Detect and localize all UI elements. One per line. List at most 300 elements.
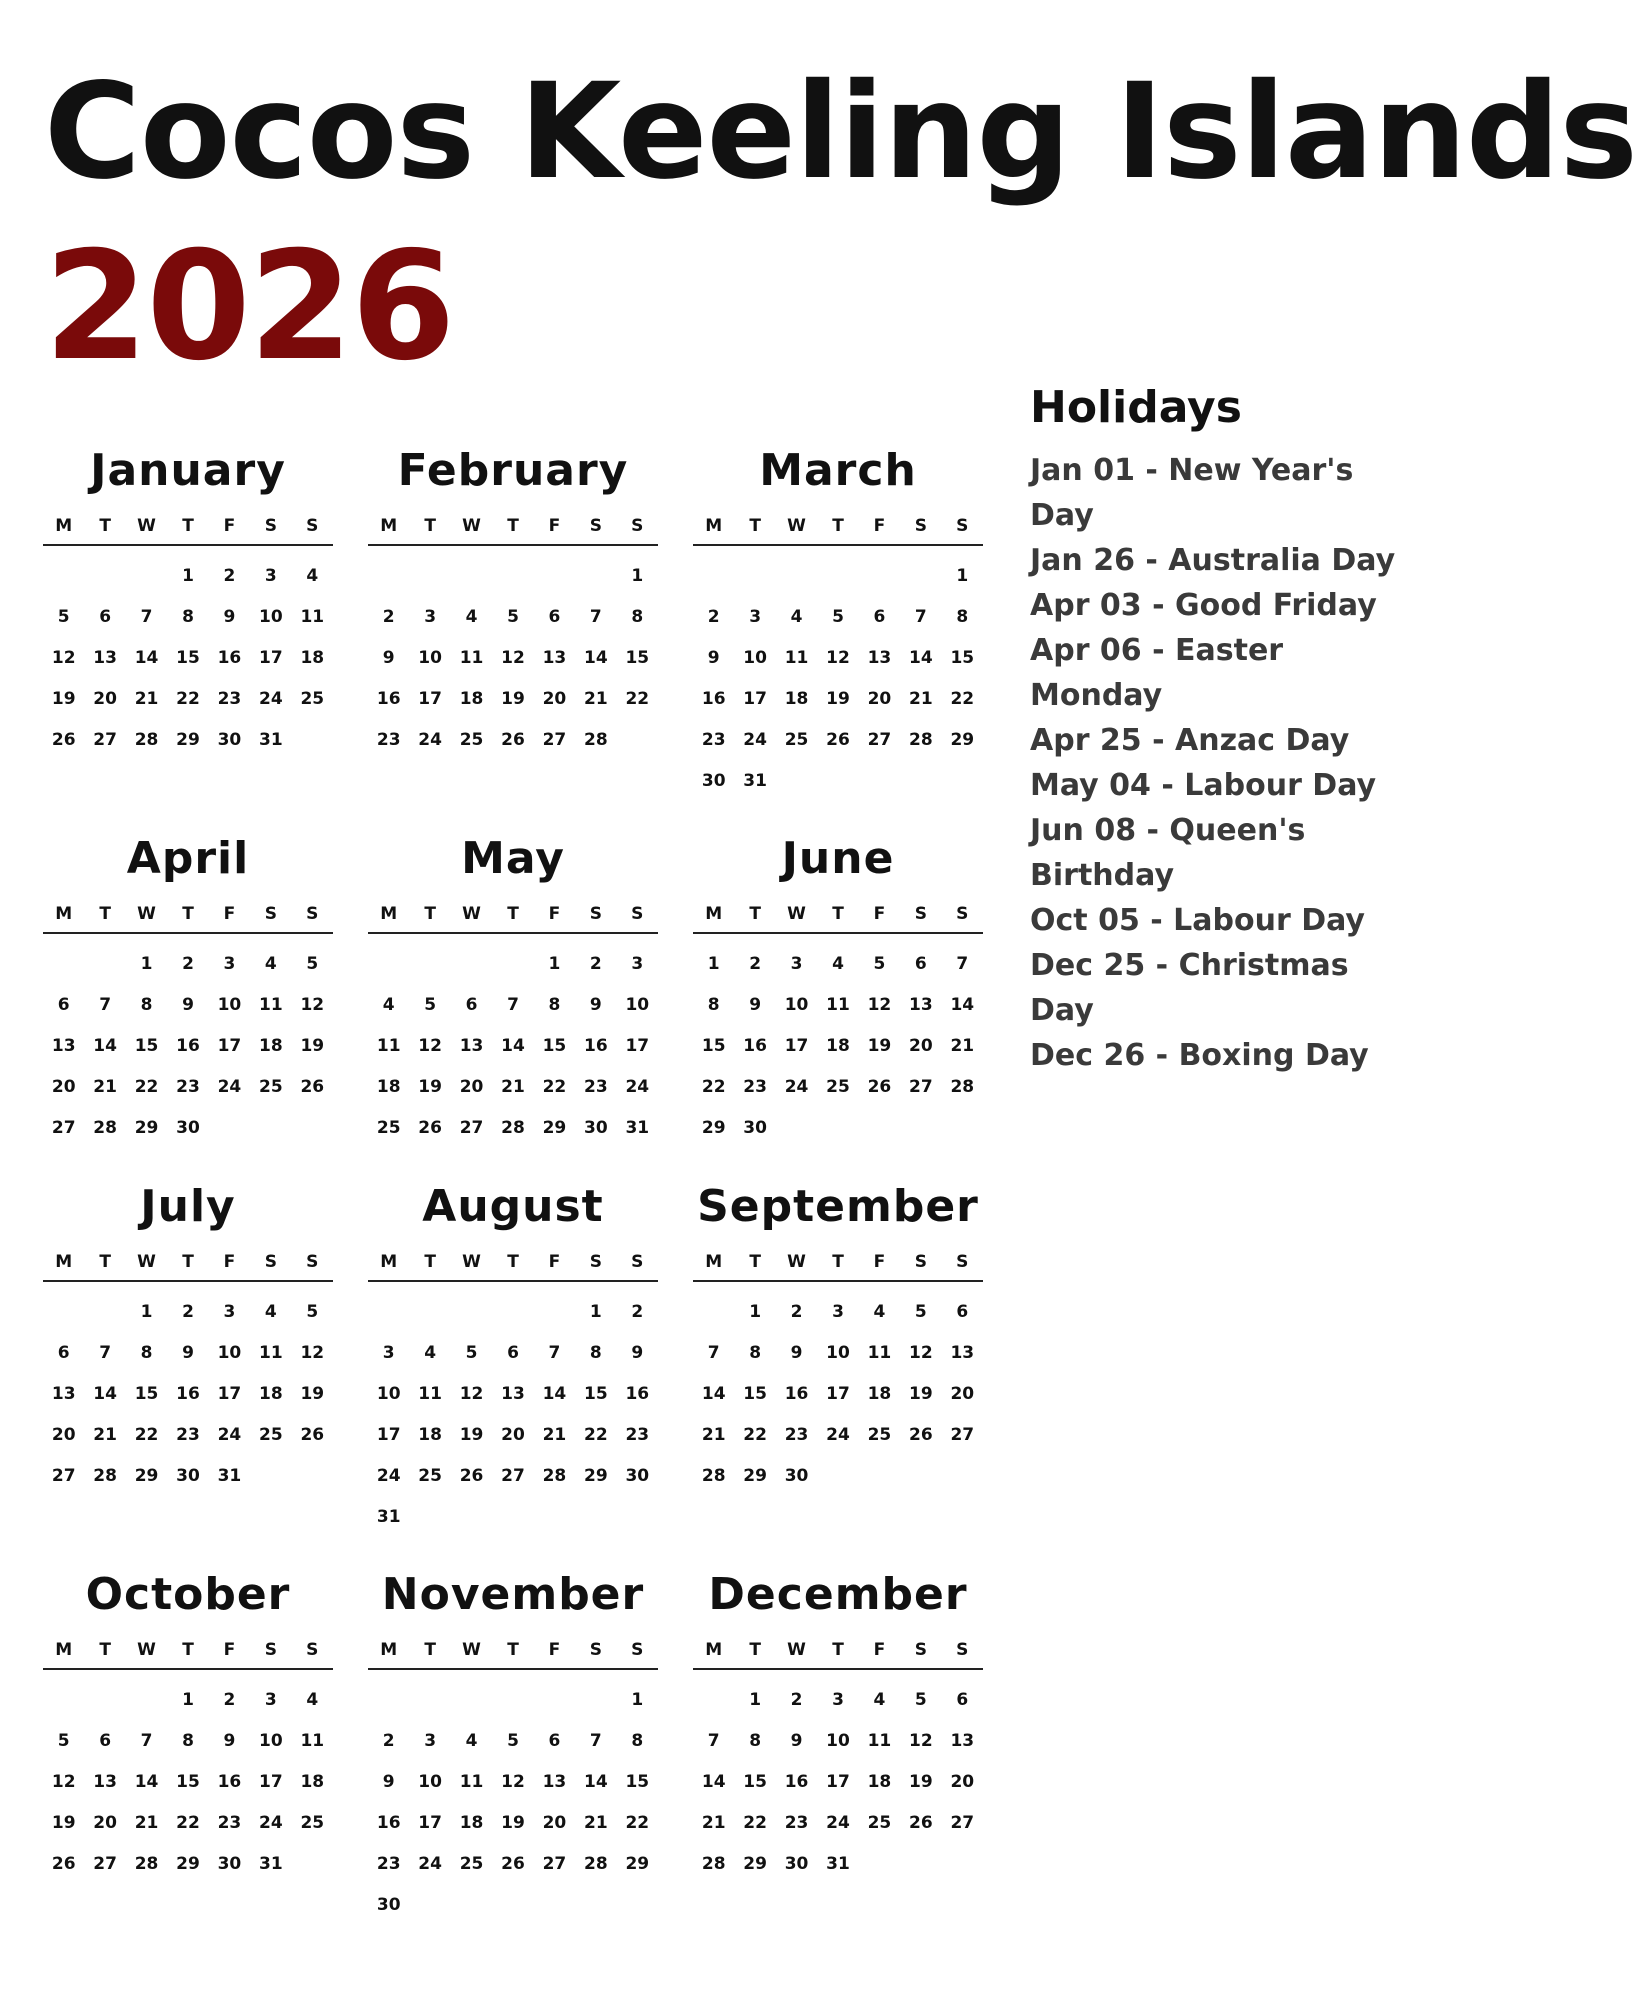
- day-cell: 29: [176, 1854, 200, 1874]
- day-cell: 16: [176, 1384, 200, 1404]
- day-cell: 12: [51, 1772, 76, 1792]
- day-cell: 30: [176, 1466, 200, 1486]
- day-cell: 19: [418, 1077, 442, 1097]
- day-cell: 28: [134, 730, 159, 750]
- weekday-label: W: [462, 1640, 481, 1660]
- day-cell: 19: [909, 1772, 933, 1792]
- day-cell: 3: [832, 1690, 844, 1710]
- day-cell: 28: [950, 1077, 975, 1097]
- holiday-item: Oct 05 - Labour Day: [1030, 903, 1365, 938]
- day-cell: 1: [956, 566, 969, 586]
- day-cell: 23: [376, 730, 401, 750]
- day-cell: 13: [51, 1384, 76, 1404]
- month-september: [693, 1176, 983, 1497]
- day-cell: 22: [542, 1077, 567, 1097]
- day-cell: 24: [217, 1077, 242, 1097]
- day-cell: 8: [548, 995, 561, 1015]
- day-grid: [693, 556, 983, 802]
- day-cell: 15: [584, 1384, 608, 1404]
- day-cell: 11: [300, 607, 325, 627]
- empty-day-cell: [43, 1292, 84, 1333]
- day-cell: 7: [589, 1731, 602, 1751]
- day-cell: 1: [182, 566, 194, 586]
- weekday-header: [43, 1640, 333, 1670]
- day-cell: 22: [134, 1425, 159, 1445]
- day-cell: 8: [140, 1343, 153, 1363]
- day-cell: 8: [140, 995, 153, 1015]
- day-cell: 30: [701, 771, 726, 791]
- day-cell: 14: [134, 648, 159, 668]
- weekday-label: S: [914, 1252, 927, 1272]
- weekday-label: S: [631, 1252, 644, 1272]
- empty-day-cell: [776, 556, 817, 597]
- day-cell: 12: [867, 995, 892, 1015]
- day-cell: 19: [501, 689, 525, 709]
- day-cell: 3: [790, 954, 803, 974]
- day-cell: 9: [223, 1731, 236, 1751]
- day-cell: 27: [93, 1854, 117, 1874]
- weekday-label: S: [589, 516, 602, 536]
- day-cell: 29: [176, 730, 200, 750]
- day-cell: 18: [300, 1772, 325, 1792]
- day-cell: 29: [625, 1854, 650, 1874]
- day-cell: 1: [631, 566, 644, 586]
- weekday-label: T: [832, 1640, 844, 1660]
- day-cell: 15: [701, 1036, 726, 1056]
- day-cell: 20: [93, 1813, 117, 1833]
- holiday-item: May 04 - Labour Day: [1030, 768, 1377, 803]
- weekday-label: F: [223, 516, 236, 536]
- day-cell: 28: [134, 1854, 159, 1874]
- empty-day-cell: [126, 1680, 167, 1721]
- day-cell: 23: [701, 730, 726, 750]
- day-cell: 24: [418, 1854, 442, 1874]
- weekday-label: T: [99, 516, 111, 536]
- day-cell: 26: [418, 1118, 442, 1138]
- day-cell: 3: [264, 566, 277, 586]
- day-cell: 23: [784, 1425, 809, 1445]
- page-title: Cocos Keeling Islands: [44, 55, 1637, 209]
- day-cell: 16: [376, 1813, 401, 1833]
- day-cell: 5: [873, 954, 886, 974]
- day-cell: 15: [134, 1384, 159, 1404]
- day-cell: 24: [784, 1077, 809, 1097]
- day-cell: 1: [182, 1690, 194, 1710]
- day-cell: 9: [182, 995, 194, 1015]
- day-cell: 16: [743, 1036, 767, 1056]
- weekday-label: S: [631, 1640, 644, 1660]
- day-cell: 21: [501, 1077, 525, 1097]
- empty-day-cell: [817, 556, 858, 597]
- day-cell: 22: [950, 689, 975, 709]
- day-cell: 15: [625, 648, 650, 668]
- day-cell: 6: [548, 1731, 561, 1751]
- day-cell: 14: [584, 648, 608, 668]
- weekday-label: S: [589, 1640, 602, 1660]
- day-cell: 10: [743, 648, 767, 668]
- day-cell: 2: [182, 954, 194, 974]
- day-cell: 16: [176, 1036, 200, 1056]
- day-cell: 21: [950, 1036, 975, 1056]
- day-cell: 9: [790, 1731, 803, 1751]
- day-cell: 7: [140, 607, 153, 627]
- day-cell: 9: [182, 1343, 194, 1363]
- day-cell: 5: [832, 607, 844, 627]
- day-cell: 29: [950, 730, 975, 750]
- weekday-header: [368, 1252, 658, 1282]
- weekday-label: T: [182, 904, 194, 924]
- weekday-label: T: [507, 1252, 519, 1272]
- holiday-item: Jan 01 - New Year's Day: [1030, 453, 1354, 533]
- day-cell: 28: [701, 1466, 726, 1486]
- day-cell: 18: [418, 1425, 442, 1445]
- day-cell: 27: [51, 1466, 76, 1486]
- day-cell: 30: [625, 1466, 650, 1486]
- day-cell: 17: [259, 648, 283, 668]
- day-cell: 6: [914, 954, 927, 974]
- day-cell: 1: [548, 954, 561, 974]
- day-cell: 5: [57, 607, 70, 627]
- day-cell: 22: [625, 689, 650, 709]
- weekday-label: W: [787, 904, 806, 924]
- day-cell: 4: [382, 995, 395, 1015]
- day-cell: 7: [99, 1343, 112, 1363]
- weekday-label: W: [137, 1252, 156, 1272]
- day-cell: 17: [826, 1384, 850, 1404]
- weekday-label: W: [462, 1252, 481, 1272]
- day-cell: 1: [631, 1690, 644, 1710]
- day-cell: 26: [826, 730, 850, 750]
- empty-day-cell: [693, 556, 734, 597]
- month-name: July: [140, 1181, 236, 1232]
- day-cell: 3: [424, 1731, 437, 1751]
- day-cell: 19: [826, 689, 850, 709]
- day-cell: 7: [956, 954, 969, 974]
- day-cell: 14: [93, 1384, 117, 1404]
- weekday-label: W: [787, 516, 806, 536]
- day-cell: 21: [584, 1813, 608, 1833]
- day-cell: 6: [956, 1302, 969, 1322]
- weekday-label: T: [99, 904, 111, 924]
- day-cell: 18: [784, 689, 809, 709]
- weekday-label: M: [705, 904, 723, 924]
- day-cell: 13: [542, 1772, 567, 1792]
- holiday-item: Apr 06 - Easter Monday: [1030, 633, 1284, 713]
- day-cell: 17: [743, 689, 767, 709]
- day-cell: 26: [501, 1854, 525, 1874]
- day-cell: 31: [826, 1854, 850, 1874]
- empty-day-cell: [409, 1680, 450, 1721]
- day-cell: 23: [784, 1813, 809, 1833]
- day-cell: 9: [589, 995, 602, 1015]
- day-cell: 18: [826, 1036, 850, 1056]
- day-grid: [43, 1680, 333, 1885]
- day-cell: 2: [382, 1731, 395, 1751]
- day-cell: 14: [501, 1036, 525, 1056]
- day-cell: 13: [542, 648, 567, 668]
- holiday-item: Dec 25 - Christmas Day: [1030, 948, 1349, 1028]
- day-cell: 6: [465, 995, 478, 1015]
- weekday-label: T: [424, 904, 436, 924]
- day-cell: 15: [950, 648, 975, 668]
- day-cell: 23: [743, 1077, 767, 1097]
- day-cell: 20: [501, 1425, 525, 1445]
- day-cell: 10: [826, 1731, 850, 1751]
- day-cell: 16: [784, 1772, 809, 1792]
- day-cell: 8: [182, 607, 194, 627]
- day-cell: 4: [873, 1690, 886, 1710]
- day-cell: 5: [57, 1731, 70, 1751]
- weekday-label: S: [914, 904, 927, 924]
- weekday-label: M: [55, 1640, 73, 1660]
- weekday-label: M: [380, 904, 398, 924]
- weekday-label: S: [306, 1252, 319, 1272]
- month-july: [43, 1176, 333, 1497]
- day-cell: 21: [542, 1425, 567, 1445]
- day-cell: 2: [382, 607, 395, 627]
- day-cell: 26: [867, 1077, 892, 1097]
- day-cell: 23: [217, 1813, 242, 1833]
- day-cell: 10: [784, 995, 809, 1015]
- day-cell: 17: [625, 1036, 650, 1056]
- day-cell: 10: [259, 607, 283, 627]
- day-cell: 20: [459, 1077, 484, 1097]
- day-cell: 4: [873, 1302, 886, 1322]
- day-cell: 8: [707, 995, 720, 1015]
- empty-day-cell: [492, 556, 533, 597]
- day-cell: 10: [259, 1731, 283, 1751]
- day-cell: 16: [701, 689, 726, 709]
- day-cell: 20: [542, 689, 567, 709]
- day-cell: 2: [589, 954, 602, 974]
- day-cell: 23: [176, 1425, 200, 1445]
- day-cell: 25: [376, 1118, 401, 1138]
- day-cell: 17: [259, 1772, 283, 1792]
- weekday-label: F: [873, 516, 886, 536]
- day-cell: 6: [548, 607, 561, 627]
- weekday-label: S: [306, 904, 319, 924]
- day-cell: 10: [217, 1343, 242, 1363]
- day-cell: 24: [217, 1425, 242, 1445]
- day-cell: 19: [867, 1036, 892, 1056]
- day-cell: 17: [418, 1813, 442, 1833]
- day-cell: 11: [418, 1384, 442, 1404]
- day-cell: 5: [507, 1731, 519, 1751]
- empty-day-cell: [451, 1680, 492, 1721]
- month-june: [693, 828, 983, 1149]
- day-cell: 25: [300, 689, 325, 709]
- day-cell: 12: [909, 1731, 933, 1751]
- weekday-label: W: [787, 1640, 806, 1660]
- weekday-label: W: [787, 1252, 806, 1272]
- day-grid: [43, 556, 333, 761]
- day-cell: 15: [542, 1036, 567, 1056]
- day-cell: 29: [542, 1118, 567, 1138]
- empty-day-cell: [368, 944, 409, 985]
- weekday-label: F: [223, 1640, 236, 1660]
- day-grid: [43, 944, 333, 1149]
- day-cell: 27: [950, 1813, 975, 1833]
- empty-day-cell: [492, 944, 533, 985]
- day-cell: 21: [701, 1813, 726, 1833]
- day-cell: 15: [743, 1384, 767, 1404]
- day-cell: 4: [424, 1343, 437, 1363]
- day-cell: 4: [306, 566, 319, 586]
- day-cell: 15: [176, 1772, 200, 1792]
- day-cell: 27: [501, 1466, 525, 1486]
- day-cell: 17: [217, 1384, 242, 1404]
- day-cell: 10: [418, 1772, 442, 1792]
- day-cell: 11: [826, 995, 850, 1015]
- weekday-header: [693, 516, 983, 546]
- day-cell: 19: [501, 1813, 525, 1833]
- day-cell: 25: [784, 730, 809, 750]
- empty-day-cell: [84, 1292, 125, 1333]
- weekday-label: T: [424, 1252, 436, 1272]
- day-cell: 29: [743, 1466, 767, 1486]
- day-cell: 16: [217, 648, 242, 668]
- empty-day-cell: [409, 556, 450, 597]
- weekday-label: S: [631, 516, 644, 536]
- day-cell: 25: [259, 1425, 283, 1445]
- day-cell: 12: [501, 1772, 525, 1792]
- weekday-label: F: [548, 1252, 561, 1272]
- weekday-header: [368, 904, 658, 934]
- weekday-label: S: [264, 1252, 277, 1272]
- day-cell: 28: [501, 1118, 525, 1138]
- day-cell: 19: [51, 1813, 76, 1833]
- day-cell: 30: [743, 1118, 767, 1138]
- month-february: [368, 440, 658, 761]
- day-cell: 21: [93, 1077, 117, 1097]
- weekday-label: T: [507, 516, 519, 536]
- weekday-label: S: [956, 1640, 969, 1660]
- day-cell: 1: [749, 1690, 762, 1710]
- day-cell: 10: [826, 1343, 850, 1363]
- day-cell: 24: [826, 1425, 850, 1445]
- weekday-header: [43, 516, 333, 546]
- day-cell: 2: [790, 1302, 803, 1322]
- holiday-item: Apr 03 - Good Friday: [1030, 588, 1377, 623]
- day-cell: 12: [909, 1343, 933, 1363]
- day-cell: 30: [217, 730, 242, 750]
- day-cell: 14: [542, 1384, 567, 1404]
- day-cell: 20: [51, 1077, 76, 1097]
- day-cell: 21: [701, 1425, 726, 1445]
- weekday-label: S: [956, 904, 969, 924]
- day-cell: 3: [223, 1302, 236, 1322]
- empty-day-cell: [534, 556, 575, 597]
- day-cell: 14: [701, 1772, 726, 1792]
- day-cell: 25: [867, 1425, 892, 1445]
- weekday-label: T: [182, 1252, 194, 1272]
- day-cell: 26: [909, 1813, 933, 1833]
- day-cell: 11: [867, 1343, 892, 1363]
- month-name: May: [461, 833, 565, 884]
- empty-day-cell: [534, 1292, 575, 1333]
- month-name: June: [781, 833, 895, 884]
- day-cell: 22: [743, 1425, 767, 1445]
- day-cell: 27: [51, 1118, 76, 1138]
- holidays-title: Holidays: [1030, 382, 1242, 433]
- day-cell: 29: [134, 1466, 159, 1486]
- weekday-label: T: [832, 904, 844, 924]
- day-cell: 25: [867, 1813, 892, 1833]
- weekday-label: S: [956, 1252, 969, 1272]
- day-cell: 25: [459, 1854, 484, 1874]
- day-cell: 26: [459, 1466, 484, 1486]
- day-cell: 26: [51, 1854, 76, 1874]
- weekday-label: S: [914, 1640, 927, 1660]
- day-cell: 24: [625, 1077, 650, 1097]
- day-cell: 13: [459, 1036, 484, 1056]
- empty-day-cell: [451, 944, 492, 985]
- day-cell: 23: [176, 1077, 200, 1097]
- day-cell: 7: [507, 995, 519, 1015]
- weekday-label: T: [99, 1640, 111, 1660]
- day-cell: 14: [701, 1384, 726, 1404]
- day-cell: 25: [826, 1077, 850, 1097]
- weekday-label: F: [873, 1640, 886, 1660]
- day-cell: 9: [382, 648, 395, 668]
- day-cell: 20: [867, 689, 892, 709]
- day-cell: 26: [300, 1077, 325, 1097]
- weekday-label: S: [306, 1640, 319, 1660]
- day-cell: 19: [909, 1384, 933, 1404]
- day-cell: 27: [93, 730, 117, 750]
- weekday-label: W: [462, 516, 481, 536]
- empty-day-cell: [693, 1292, 734, 1333]
- day-cell: 30: [584, 1118, 608, 1138]
- weekday-label: M: [705, 1640, 723, 1660]
- day-cell: 25: [259, 1077, 283, 1097]
- weekday-label: S: [589, 1252, 602, 1272]
- day-cell: 11: [459, 1772, 484, 1792]
- day-cell: 12: [826, 648, 850, 668]
- holidays-list: [1030, 448, 1400, 1078]
- day-cell: 2: [223, 566, 236, 586]
- day-cell: 12: [300, 995, 325, 1015]
- day-cell: 1: [749, 1302, 762, 1322]
- day-cell: 25: [418, 1466, 442, 1486]
- day-cell: 18: [259, 1384, 283, 1404]
- month-name: February: [397, 445, 629, 496]
- day-grid: [368, 556, 658, 761]
- day-cell: 5: [914, 1302, 927, 1322]
- day-cell: 4: [306, 1690, 319, 1710]
- day-cell: 28: [909, 730, 933, 750]
- weekday-header: [368, 516, 658, 546]
- weekday-label: W: [137, 904, 156, 924]
- weekday-label: T: [182, 516, 194, 536]
- day-cell: 24: [418, 730, 442, 750]
- day-cell: 28: [584, 730, 608, 750]
- day-cell: 26: [300, 1425, 325, 1445]
- day-cell: 4: [465, 1731, 478, 1751]
- day-cell: 13: [950, 1731, 975, 1751]
- day-cell: 18: [459, 1813, 484, 1833]
- weekday-label: T: [99, 1252, 111, 1272]
- day-cell: 8: [749, 1731, 762, 1751]
- day-cell: 29: [134, 1118, 159, 1138]
- month-name: December: [708, 1569, 968, 1620]
- holidays-panel: [1030, 382, 1400, 1078]
- weekday-label: F: [548, 516, 561, 536]
- day-cell: 16: [217, 1772, 242, 1792]
- day-cell: 26: [51, 730, 76, 750]
- day-grid: [693, 1292, 983, 1497]
- day-cell: 26: [909, 1425, 933, 1445]
